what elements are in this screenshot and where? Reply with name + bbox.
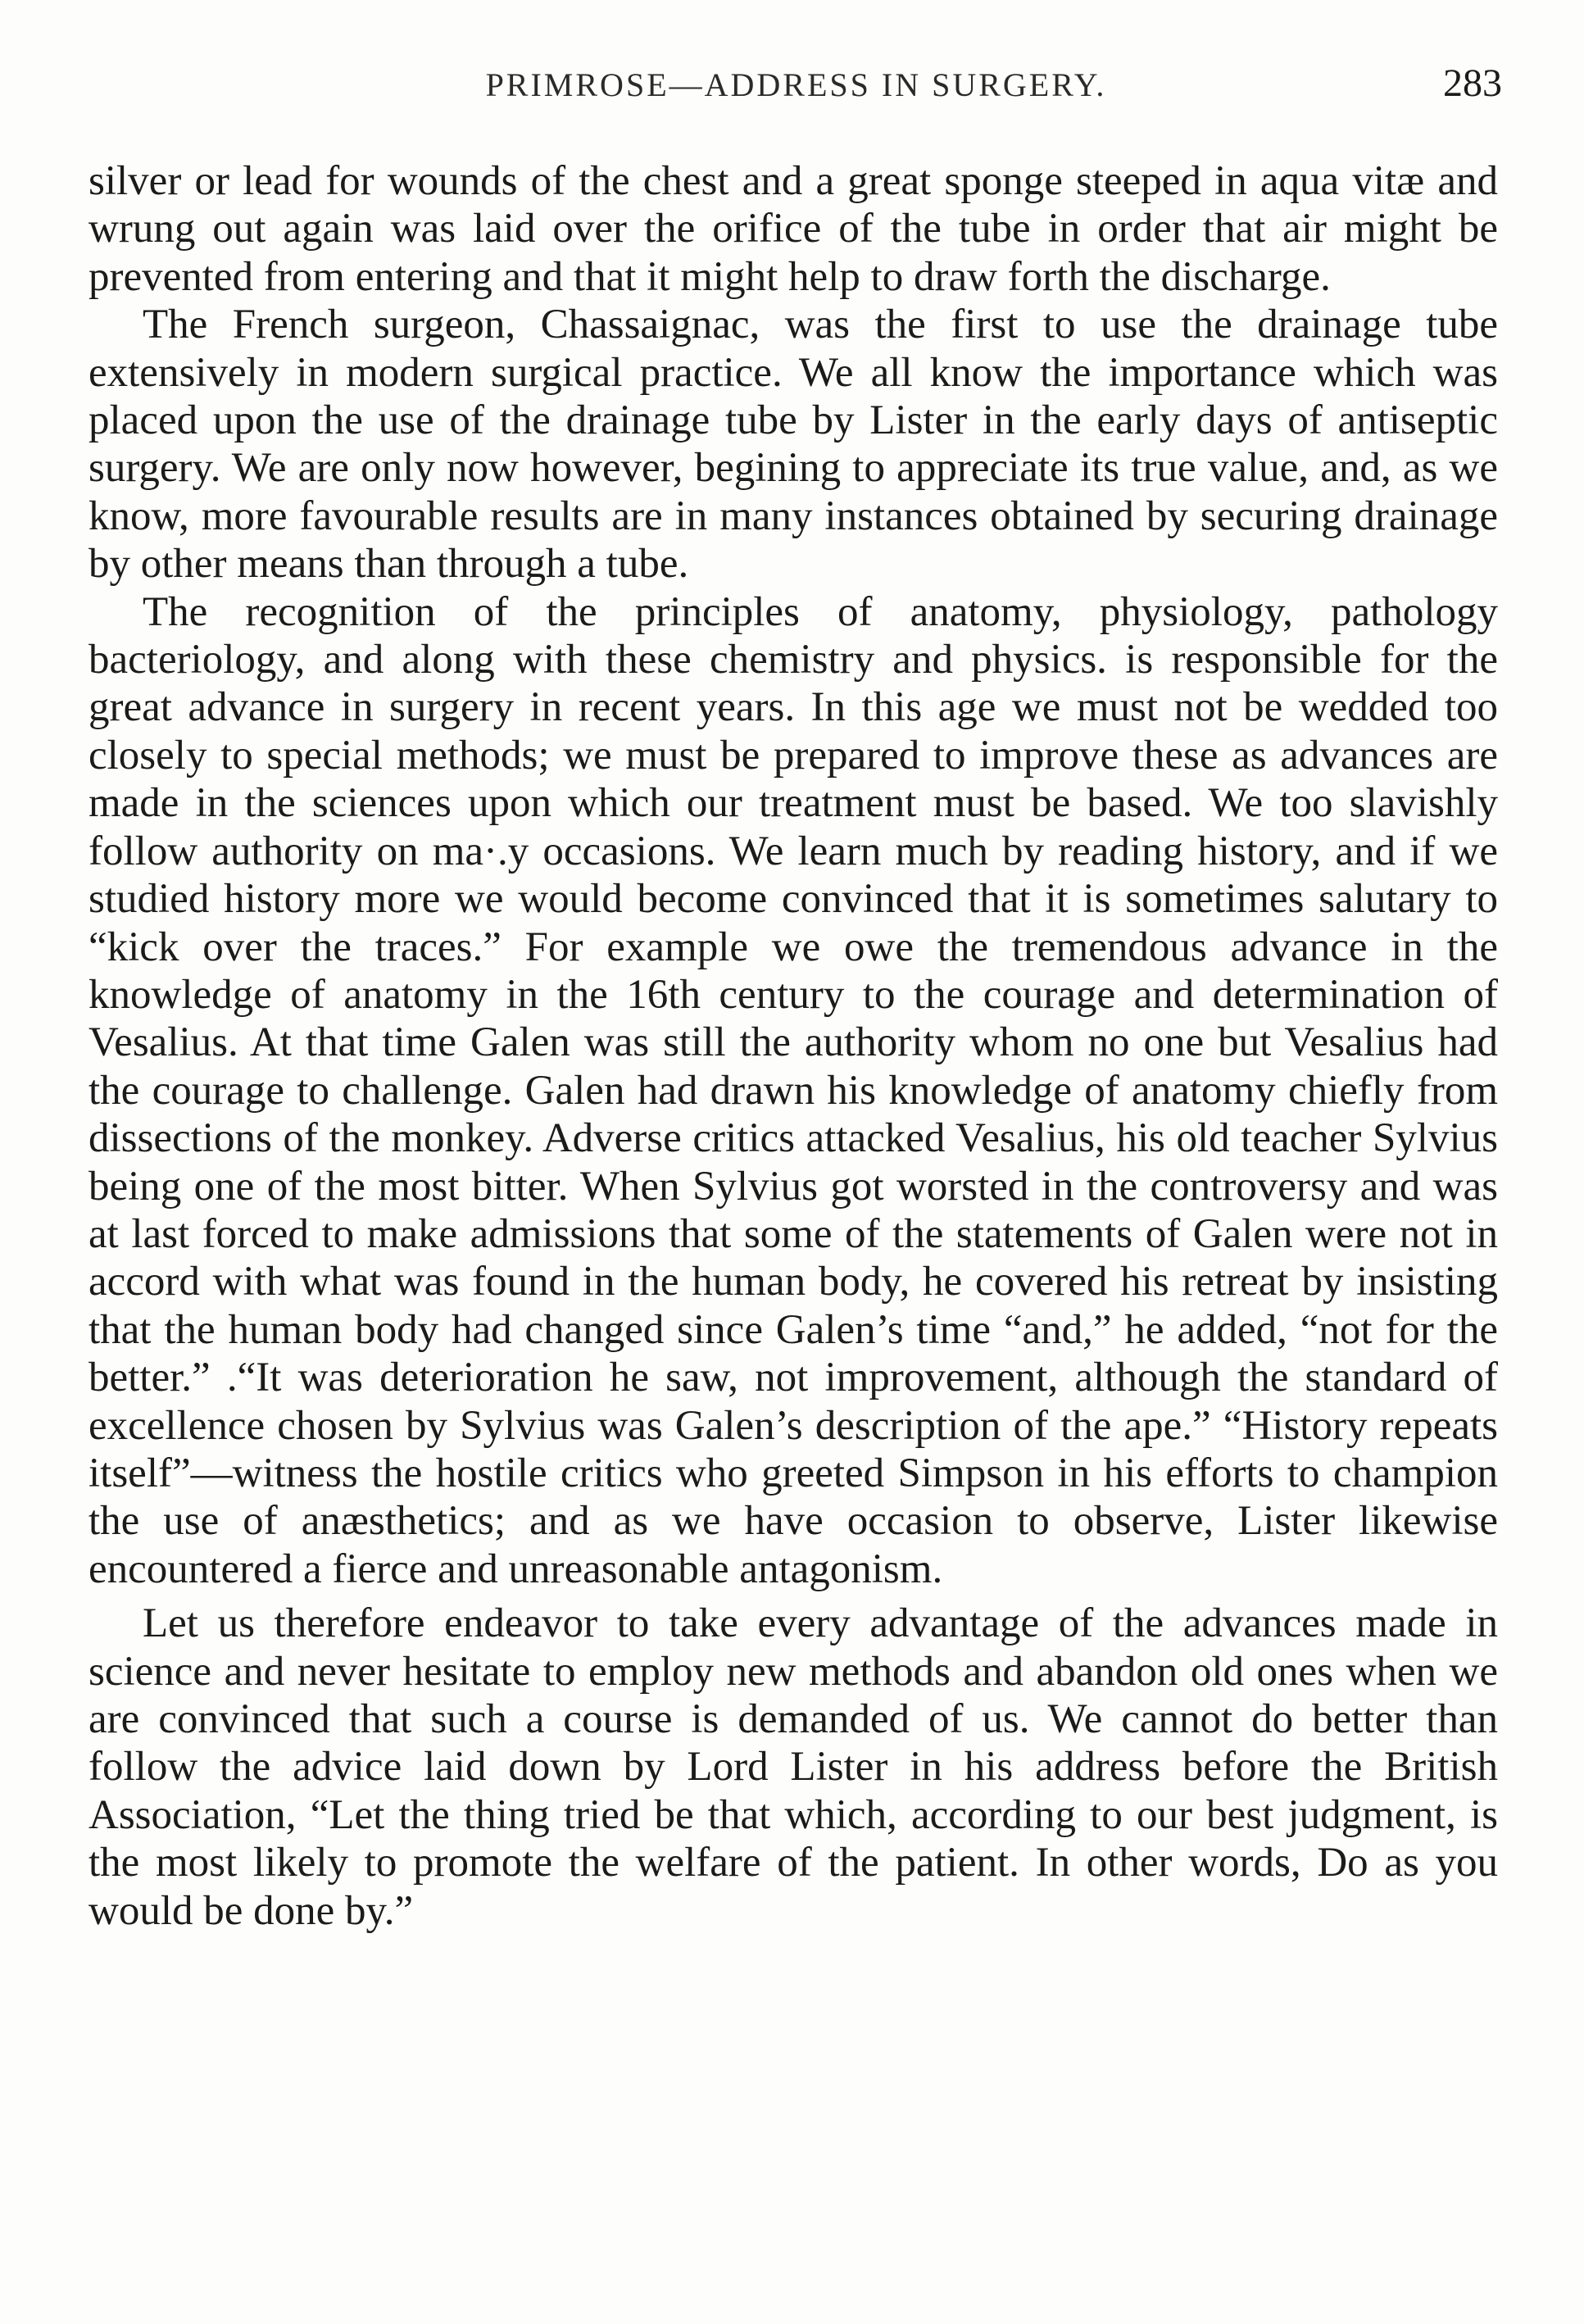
running-title: PRIMROSE—ADDRESS IN SURGERY.	[485, 66, 1107, 103]
paragraph-drainage-tube: The French surgeon, Chassaignac, was the first to use the drainage tube extensively in modern surgical practice. We all know the importance which was placed upon the use of the drainage tube by Lister in the early days of antiseptic surgery. We are only now however, begining to appreciate its true value, and, as we know, more favourable results are in many instances obtained by securing drainage by other means than through a tube.	[89, 302, 1498, 588]
page-number: 283	[1443, 61, 1502, 105]
paragraph-principles: The recognition of the principles of anatomy, physiology, pathology bacteriology, and along with these chemistry and physics. is responsible for the great advance in surgery in recent years. In this age we must not be wedded too closely to special methods; we must be prepared to improve these as advances are made in the sciences upon which our treatment must be based. We too slavishly follow authority on ma·.y occasions. We learn much by reading history, and if we studied history more we would become convinced that it is sometimes salutary to “kick over the traces.” For example we owe the tremendous advance in the knowledge of anatomy in the 16th century to the courage and determination of Vesalius. At that time Galen was still the authority whom no one but Vesalius had the courage to challenge. Galen had drawn his knowledge of anatomy chiefly from dissections of the monkey. Adverse critics attacked Vesalius, his old teacher Sylvius being one of the most bitter. When Sylvius got worsted in the controversy and was at last forced to make admissions that some of the statements of Galen were not in accord with what was found in the human body, he covered his retreat by insisting that the human body had changed since Galen’s time “and,” he added, “not for the better.” .“It was deterioration he saw, not improvement, although the standard of excellence chosen by Sylvius was Galen’s description of the ape.” “History repeats itself”—witness the hostile critics who greeted Simpson in his efforts to champion the use of anæsthetics; and as we have occasion to observe, Lister likewise encountered a fierce and unreasonable antagonism.	[89, 588, 1498, 1592]
body-text	[89, 157, 1498, 1935]
running-head	[90, 61, 1502, 123]
paragraph-conclusion: Let us therefore endeavor to take every advantage of the advances made in science and never hesitate to employ new methods and abandon old ones when we are convinced that such a course is demanded of us. We cannot do better than follow the advice laid down by Lord Lister in his address before the British Association, “Let the thing tried be that which, according to our best judgment, is the most likely to promote the welfare of the patient. In other words, Do as you would be done by.”	[89, 1600, 1498, 1934]
paragraph-continued: silver or lead for wounds of the chest and a great sponge steeped in aqua vitæ and wrung out again was laid over the orifice of the tube in order that air might be prevented from entering and that it might help to draw forth the discharge.	[89, 158, 1498, 300]
